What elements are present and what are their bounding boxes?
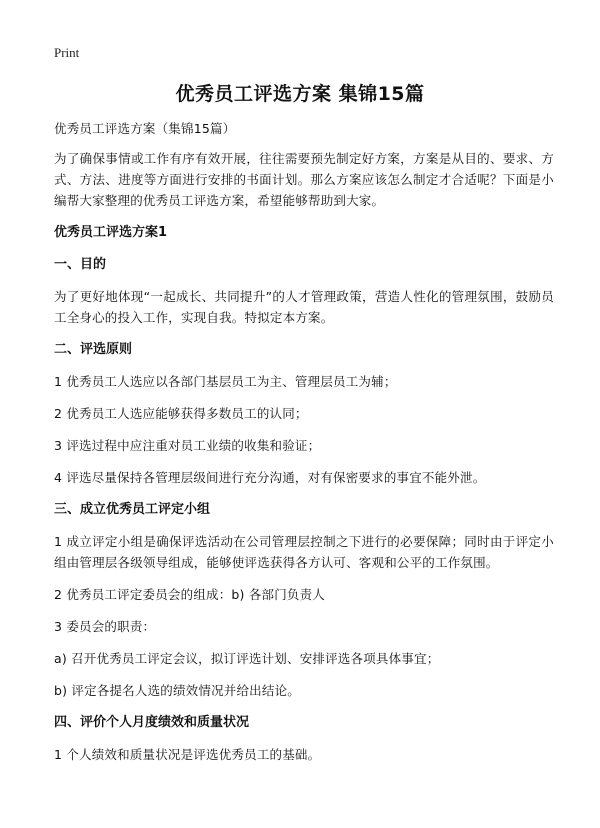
section-title: 优秀员工评选方案1 bbox=[54, 225, 168, 240]
principle-item-4: 4 评选尽量保持各管理层级间进行充分沟通，对有保密要求的事宜不能外泄。 bbox=[54, 470, 486, 485]
committee-item-3: 3 委员会的职责： bbox=[54, 619, 156, 634]
committee-item-1: 1 成立评定小组是确保评选活动在公司管理层控制之下进行的必要保障；同时由于评定小组由管理层各级领导组成，能够使评选获得各方认可、客观和公平的工作氛围。 bbox=[54, 534, 554, 570]
heading-purpose: 一、目的 bbox=[54, 257, 107, 272]
committee-item-2: 2 优秀员工评定委员会的组成：b) 各部门负责人 bbox=[54, 587, 326, 602]
principle-item-1: 1 优秀员工人选应以各部门基层员工为主、管理层员工为辅； bbox=[54, 374, 397, 389]
evaluation-item-1: 1 个人绩效和质量状况是评选优秀员工的基础。 bbox=[54, 747, 321, 762]
page-title: 优秀员工评选方案 集锦15篇 bbox=[175, 83, 425, 105]
print-label: Print bbox=[54, 45, 80, 60]
principle-item-3: 3 评选过程中应注重对员工业绩的收集和验证； bbox=[54, 438, 321, 453]
committee-duty-a: a) 召开优秀员工评定会议，拟订评选计划、安排评选各项具体事宜； bbox=[54, 651, 440, 666]
principle-item-2: 2 优秀员工人选应能够获得多数员工的认同； bbox=[54, 406, 308, 421]
heading-committee: 三、成立优秀员工评定小组 bbox=[54, 502, 211, 517]
committee-duty-b: b) 评定各提名人选的绩效情况并给出结论。 bbox=[54, 683, 300, 698]
heading-evaluation: 四、评价个人月度绩效和质量状况 bbox=[54, 715, 250, 730]
document-subtitle: 优秀员工评选方案（集锦15篇） bbox=[54, 121, 236, 136]
intro-paragraph: 为了确保事情或工作有序有效开展，往往需要预先制定好方案，方案是从目的、要求、方式、方法、进度等方面进行安排的书面计划。那么方案应该怎么制定才合适呢？下面是小编帮大家整理的优秀员工评选方案，希望能够帮助到大家。 bbox=[54, 151, 554, 208]
purpose-paragraph: 为了更好地体现“一起成长、共同提升”的人才管理政策，营造人性化的管理氛围，鼓励员工全身心的投入工作，实现自我。特拟定本方案。 bbox=[54, 289, 554, 325]
document-body bbox=[54, 118, 554, 776]
heading-principles: 二、评选原则 bbox=[54, 342, 133, 357]
